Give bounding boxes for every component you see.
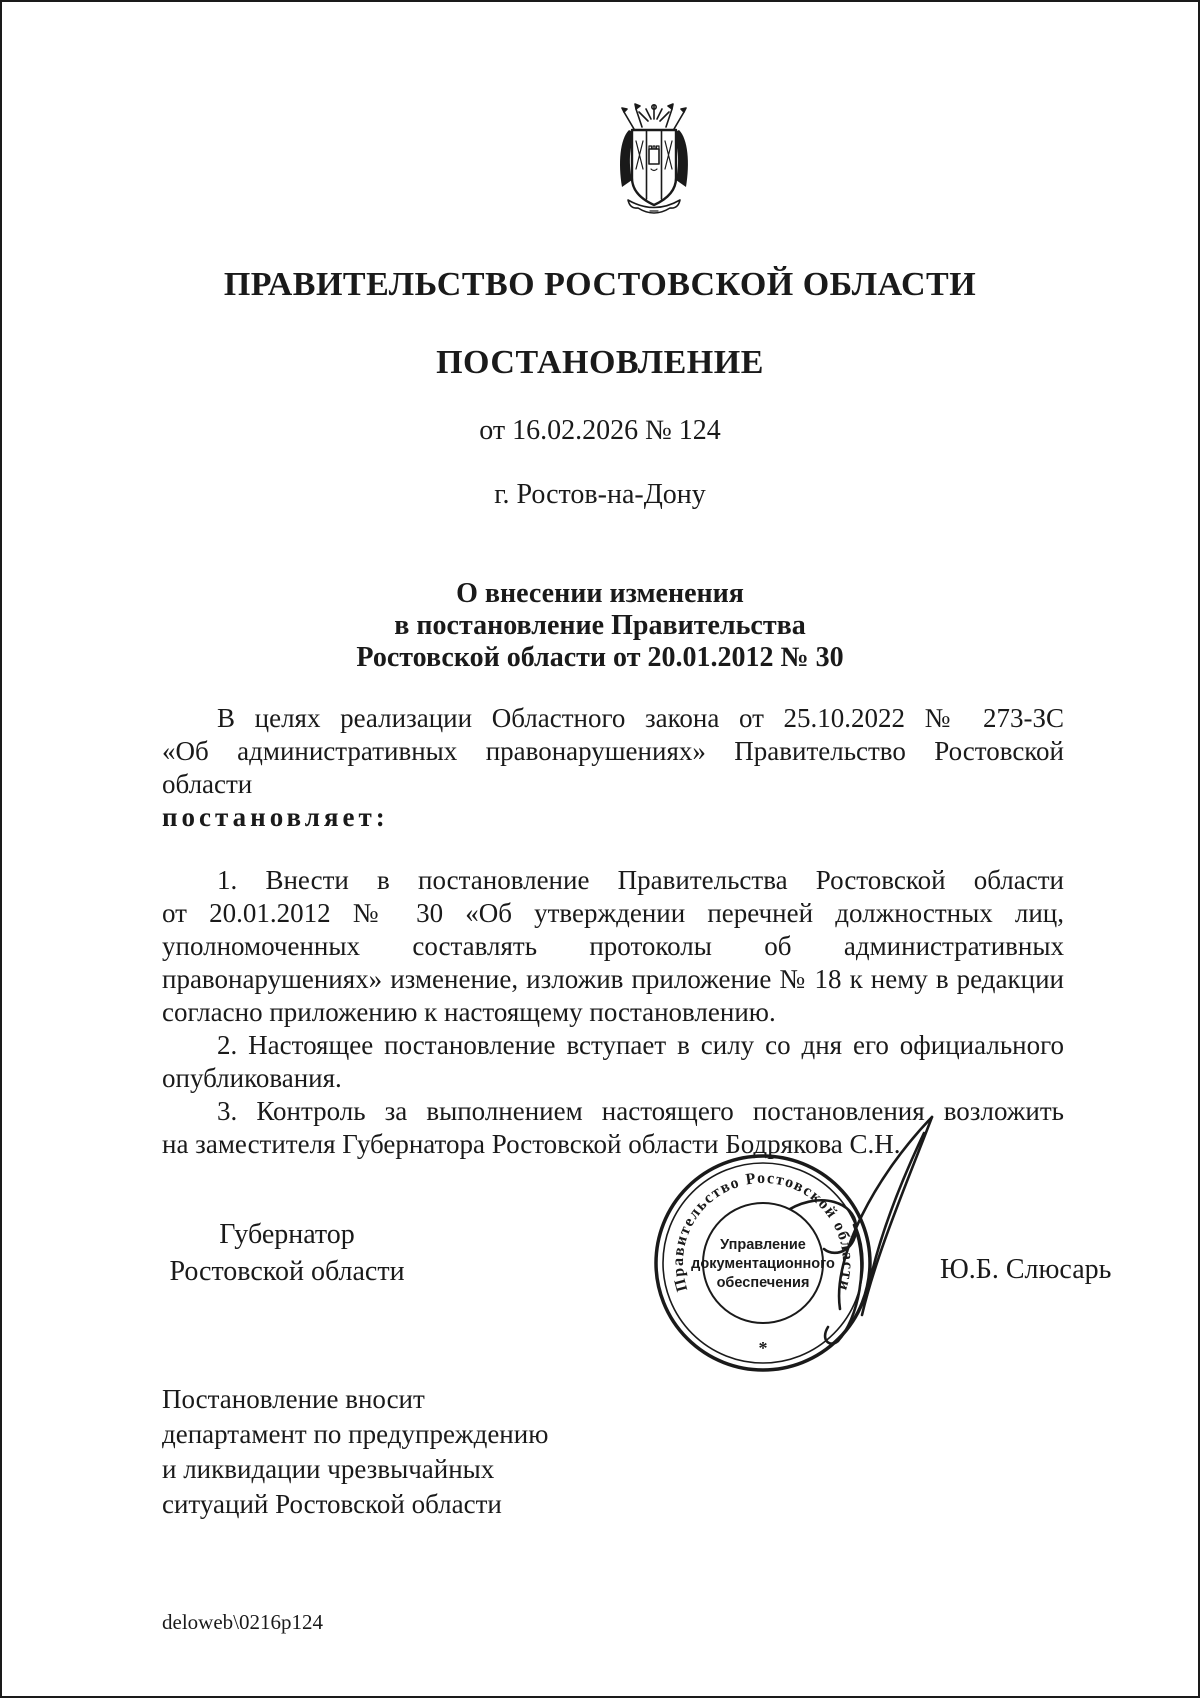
date-number-line: от 16.02.2026 № 124 — [479, 415, 721, 446]
submitted-by-block — [162, 1382, 548, 1522]
document-title — [2, 578, 1198, 674]
signer-post-line-2: Ростовской области — [169, 1256, 405, 1287]
document-type-heading: ПОСТАНОВЛЕНИЕ — [436, 344, 764, 381]
title-line-3: Ростовской области от 20.01.2012 № 30 — [356, 642, 844, 673]
stamp-center-line-1: Управление — [720, 1237, 806, 1253]
intro-paragraph-line: «Об административных правонарушениях» Правительство Ростовской области — [162, 736, 1064, 799]
item-2-line: опубликования. — [162, 1063, 342, 1093]
submitted-by-line-3: и ликвидации чрезвычайных — [162, 1454, 495, 1484]
submitted-by-line-4: ситуаций Ростовской области — [162, 1489, 502, 1519]
item-1-line: уполномоченных составлять протоколы об административных — [162, 931, 1064, 961]
rostov-oblast-coat-of-arms-icon — [598, 102, 710, 226]
paragraph-gap — [162, 834, 1064, 864]
intro-paragraph-line: В целях реализации Областного закона от 25.10.2022 № 273-ЗС — [217, 703, 1064, 733]
item-1-line: от 20.01.2012 № 30 «Об утверждении перечней должностных лиц, — [162, 898, 1064, 928]
item-2-line: 2. Настоящее постановление вступает в силу со дня его официального — [217, 1030, 1064, 1060]
document-body — [162, 702, 1064, 1161]
city-line: г. Ростов-на-Дону — [494, 479, 706, 510]
item-3-line: на заместителя Губернатора Ростовской области Бодрякова С.Н. — [162, 1129, 901, 1159]
item-1-line: согласно приложению к настоящему постановлению. — [162, 997, 776, 1027]
stamp-bottom-mark: * — [758, 1338, 768, 1358]
title-line-2: в постановление Правительства — [394, 610, 806, 641]
title-line-1: О внесении изменения — [456, 578, 744, 609]
submitted-by-line-2: департамент по предупреждению — [162, 1419, 549, 1449]
item-1-line: 1. Внести в постановление Правительства Ростовской области — [217, 865, 1064, 895]
item-3-line: 3. Контроль за выполнением настоящего постановления возложить — [217, 1096, 1064, 1126]
government-org-name: ПРАВИТЕЛЬСТВО РОСТОВСКОЙ ОБЛАСТИ — [223, 266, 977, 303]
handwritten-signature — [774, 1097, 974, 1347]
stamp-center-line-2: документационного — [691, 1256, 835, 1272]
stamp-ring-text: Правительство Ростовской области — [669, 1169, 857, 1294]
item-1-line: правонарушениях» изменение, изложив приложение № 18 к нему в редакции — [162, 964, 1064, 994]
signer-post-line-1: Губернатор — [219, 1219, 355, 1250]
resolves-keyword-line: постановляет: — [162, 802, 389, 832]
submitted-by-line-1: Постановление вносит — [162, 1384, 425, 1414]
signer-post-block — [162, 1216, 412, 1290]
signer-name: Ю.Б. Слюсарь — [940, 1254, 1112, 1285]
file-reference: deloweb\0216p124 — [162, 1610, 323, 1634]
stamp-center-line-3: обеспечения — [716, 1275, 810, 1291]
